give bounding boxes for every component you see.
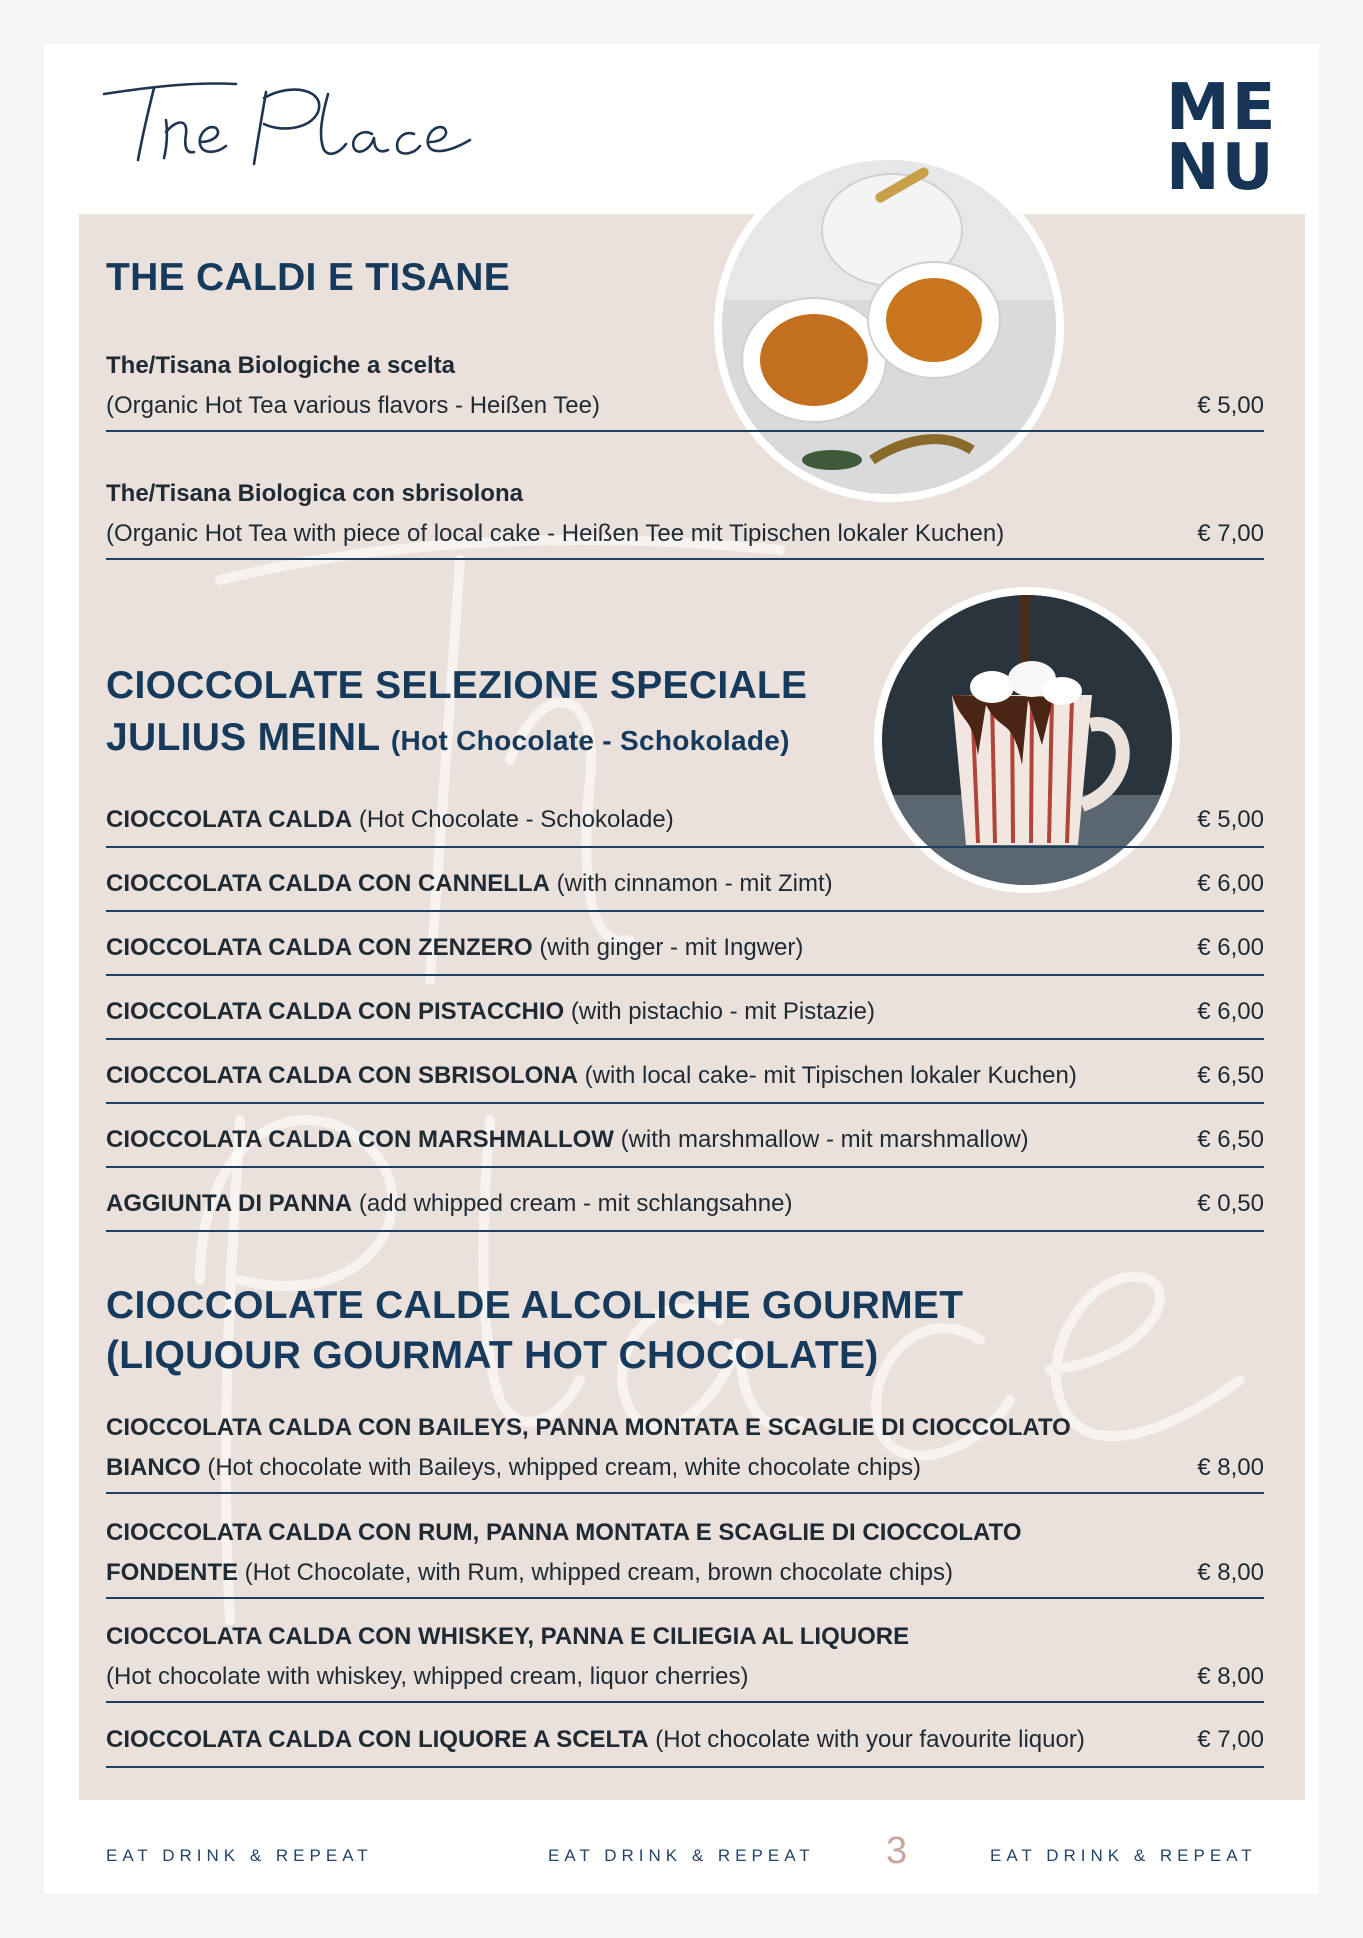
item-name: AGGIUNTA DI PANNA: [106, 1190, 353, 1217]
menu-item: [106, 1617, 1264, 1703]
tea-photo-illustration: [722, 160, 1056, 494]
page-margin-bottom: [0, 1894, 1363, 1938]
section-title-subtitle: (Hot Chocolate - Schokolade): [390, 725, 790, 756]
item-price: € 0,50: [1197, 1190, 1264, 1217]
menu-item: [106, 1408, 1264, 1494]
item-desc: (Hot chocolate with your favourite liquor): [655, 1726, 1085, 1753]
menu-item: [106, 794, 1264, 848]
section-title-teas: THE CALDI E TISANE: [106, 256, 511, 299]
menu-item: [106, 474, 1264, 560]
page-number: 3: [886, 1830, 908, 1872]
item-desc: (with local cake- mit Tipischen lokaler Kuchen): [584, 1062, 1077, 1089]
menu-item: [106, 858, 1264, 912]
page-margin-top: [0, 0, 1363, 44]
item-desc: (Hot Chocolate, with Rum, whipped cream, brown chocolate chips): [244, 1559, 953, 1586]
menu-item: [106, 1178, 1264, 1232]
item-desc: (with ginger - mit Ingwer): [539, 934, 804, 961]
footer-tagline-left: EAT DRINK & REPEAT: [106, 1846, 373, 1865]
item-name: CIOCCOLATA CALDA CON LIQUORE A SCELTA: [106, 1726, 649, 1753]
item-price: € 5,00: [1197, 806, 1264, 833]
menu-item: [106, 346, 1264, 432]
item-name: CIOCCOLATA CALDA CON PISTACCHIO: [106, 998, 565, 1025]
item-price: € 5,00: [1197, 392, 1264, 419]
menu-item: [106, 1714, 1264, 1768]
menu-badge: [1166, 71, 1278, 205]
the-place-logo: [96, 72, 476, 172]
item-name: CIOCCOLATA CALDA CON RUM, PANNA MONTATA E SCAGLIE DI CIOCCOLATO: [106, 1519, 1022, 1546]
menu-item: [106, 1050, 1264, 1104]
footer-tagline-center: EAT DRINK & REPEAT: [548, 1846, 815, 1865]
item-price: € 7,00: [1197, 520, 1264, 547]
menu-item: [106, 922, 1264, 976]
section-title-liquor-chocolate: CIOCCOLATE CALDE ALCOLICHE GOURMET: [106, 1284, 964, 1327]
item-desc: (Hot Chocolate - Schokolade): [358, 806, 674, 833]
menu-item: [106, 1513, 1264, 1599]
item-name: CIOCCOLATA CALDA: [106, 806, 353, 833]
menu-item: [106, 986, 1264, 1040]
item-price: € 8,00: [1197, 1454, 1264, 1481]
tea-cups-photo: [714, 152, 1064, 502]
page-margin-right: [1319, 0, 1363, 1938]
section-title-brand-text: JULIUS MEINL: [106, 716, 380, 759]
item-price: € 6,50: [1197, 1126, 1264, 1153]
item-price: € 6,00: [1197, 998, 1264, 1025]
item-price: € 6,00: [1197, 934, 1264, 961]
item-name: CIOCCOLATA CALDA CON SBRISOLONA: [106, 1062, 578, 1089]
item-desc: (add whipped cream - mit schlangsahne): [358, 1190, 793, 1217]
item-desc: (with marshmallow - mit marshmallow): [620, 1126, 1029, 1153]
footer-tagline-right: EAT DRINK & REPEAT: [990, 1846, 1257, 1865]
menu-badge-line2: NU: [1166, 131, 1276, 205]
item-desc: (with pistachio - mit Pistazie): [570, 998, 875, 1025]
item-price: € 8,00: [1197, 1559, 1264, 1586]
item-name-cont: FONDENTE: [106, 1559, 238, 1586]
section-title-chocolate: CIOCCOLATE SELEZIONE SPECIALE: [106, 664, 808, 707]
item-price: € 8,00: [1197, 1663, 1264, 1690]
page-margin-left: [0, 0, 44, 1938]
item-name: CIOCCOLATA CALDA CON BAILEYS, PANNA MONTATA E SCAGLIE DI CIOCCOLATO: [106, 1414, 1071, 1441]
item-desc: (Hot chocolate with whiskey, whipped cream, liquor cherries): [106, 1663, 749, 1690]
item-name: CIOCCOLATA CALDA CON WHISKEY, PANNA E CILIEGIA AL LIQUORE: [106, 1623, 910, 1650]
item-name: CIOCCOLATA CALDA CON MARSHMALLOW: [106, 1126, 614, 1153]
item-name: The/Tisana Biologiche a scelta: [106, 352, 456, 379]
menu-item: [106, 1114, 1264, 1168]
menu-badge-line1: ME: [1166, 71, 1278, 145]
item-name: CIOCCOLATA CALDA CON ZENZERO: [106, 934, 533, 961]
item-price: € 7,00: [1197, 1726, 1264, 1753]
item-price: € 6,00: [1197, 870, 1264, 897]
section-title-liquor-chocolate-en: (LIQUOUR GOURMAT HOT CHOCOLATE): [106, 1334, 879, 1377]
item-desc: (Organic Hot Tea with piece of local cake - Heißen Tee mit Tipischen lokaler Kuchen): [106, 520, 1005, 547]
item-name: The/Tisana Biologica con sbrisolona: [106, 480, 523, 507]
item-desc: (Hot chocolate with Baileys, whipped cream, white chocolate chips): [207, 1454, 922, 1481]
item-desc: (Organic Hot Tea various flavors - Heißen Tee): [106, 392, 600, 419]
item-name-cont: BIANCO: [106, 1454, 201, 1481]
section-title-chocolate-brand: [106, 716, 790, 760]
item-desc: (with cinnamon - mit Zimt): [556, 870, 833, 897]
item-price: € 6,50: [1197, 1062, 1264, 1089]
item-name: CIOCCOLATA CALDA CON CANNELLA: [106, 870, 550, 897]
